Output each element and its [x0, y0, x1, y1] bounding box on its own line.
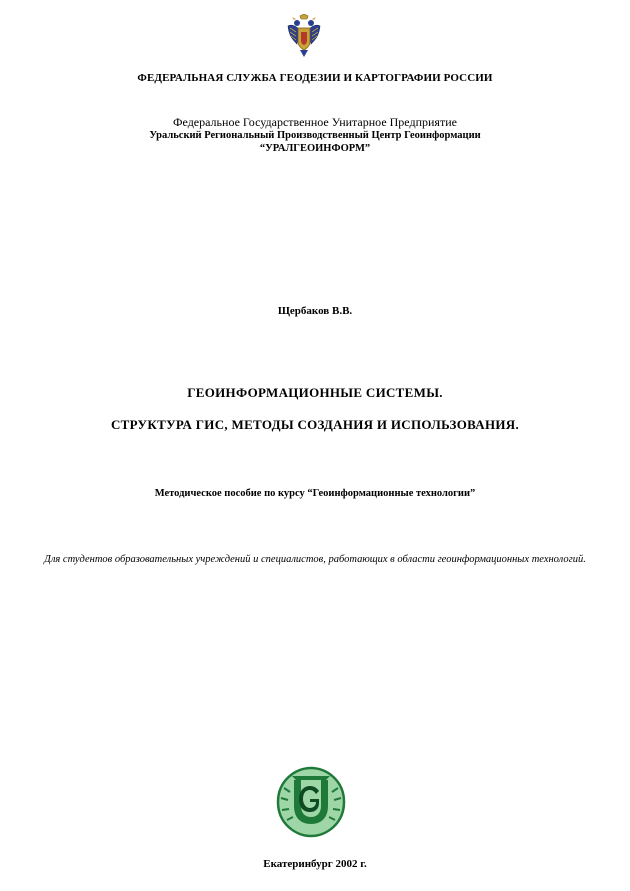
organization-type: Федеральное Государственное Унитарное Предприятие	[173, 115, 457, 129]
document-title-continuation: СТРУКТУРА ГИС, МЕТОДЫ СОЗДАНИЯ И ИСПОЛЬЗОВАНИЯ.	[110, 417, 520, 432]
organization-short-name: “УРАЛГЕОИНФОРМ”	[259, 143, 371, 154]
russian-coat-of-arms-icon	[285, 14, 323, 58]
agency-name: ФЕДЕРАЛЬНАЯ СЛУЖБА ГЕОДЕЗИИ И КАРТОГРАФИИ РОССИИ	[137, 72, 493, 84]
publication-place-year: Екатеринбург 2002 г.	[263, 858, 367, 870]
uralgeoinform-logo-icon	[268, 762, 354, 840]
document-title: ГЕОИНФОРМАЦИОННЫЕ СИСТЕМЫ.	[187, 385, 443, 400]
target-audience: Для студентов образовательных учреждений и специалистов, работающих в области геоинформационных технологий.	[44, 554, 586, 565]
author-name: Щербаков В.В.	[277, 305, 353, 317]
document-subtitle: Методическое пособие по курсу “Геоинформационные технологии”	[154, 488, 476, 499]
organization-name: Уральский Региональный Производственный Центр Геоинформации	[149, 130, 481, 141]
